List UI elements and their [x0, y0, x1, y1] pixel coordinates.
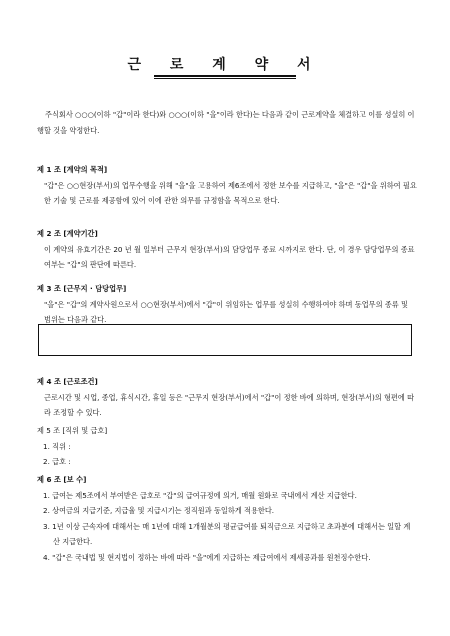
list-item: 1. 급여는 제5조에서 부여받은 급호로 "갑"의 급여규정에 의거, 매월 원화로 국내에서 계산 지급한다.	[43, 490, 357, 500]
article-5	[37, 423, 417, 470]
article-1	[37, 162, 417, 209]
article-heading: 제 2 조 [계약기간]	[37, 229, 98, 238]
article-body: 근로시간 및 시업, 종업, 휴식시간, 휴일 등은 "근무지 현장(부서)에서 "갑"이 정한 바에 의하며, 현장(부서)의 형편에 따라 조정할 수 있다.	[44, 392, 415, 417]
article-2	[37, 226, 417, 273]
document-title: 근 로 계 약 서	[127, 57, 323, 73]
list-item: 1. 직위 :	[43, 441, 71, 451]
title-underline	[154, 75, 296, 77]
duties-box	[38, 324, 412, 356]
article-body: 이 계약의 유효기간은 20 년 월 일부터 근무지 현장(부서)의 담당업무 종료 시까지로 한다. 단, 이 경우 담당업무의 종료여부는 "갑"의 판단에 따른다.	[44, 244, 415, 269]
article-heading: 제 3 조 [근무지 · 담당업무]	[37, 284, 127, 293]
list-item: 4. "갑"은 국내법 및 현지법이 정하는 바에 따라 "을"에게 지급하는 제급여에서 제세공과를 원천징수한다.	[43, 552, 371, 562]
article-body: "갑"은 ○○현장(부서)의 업무수행을 위해 "을"을 고용하여 제6조에서 정한 보수를 지급하고, "을"은 "갑"을 위하여 필요한 기술 및 근로를 제공함에 있어 이에 관한 의무를 규정함을 목적으로 한다.	[44, 180, 417, 205]
list-item: 3. 1년 이상 근속자에 대해서는 매 1년에 대해 1개월분의 평균급여를 퇴직금으로 지급하고 초과분에 대해서는 일할 계산 지급한다.	[43, 521, 411, 546]
title-underline-thin	[154, 78, 296, 79]
intro-paragraph: 주식회사 ○○○(이하 "갑"이라 한다)와 ○○○(이하 "을"이라 한다)는 다음과 같이 근로계약을 체결하고 이를 성실히 이행할 것을 약정한다.	[37, 110, 415, 135]
article-6	[37, 472, 417, 565]
article-heading: 제 5 조 [직위 및 급호]	[37, 426, 108, 435]
article-heading: 제 1 조 [계약의 목적]	[37, 165, 108, 174]
article-3	[37, 281, 417, 328]
list-item: 2. 상여금의 지급기준, 지급율 및 지급시기는 정직원과 동일하게 적용한다.	[43, 506, 275, 515]
article-body: "을"은 "갑"의 계약사원으로서 ○○현장(부서)에서 "갑"이 위임하는 업무를 성실히 수행하여야 하며 동업무의 종류 및 범위는 다음과 같다.	[44, 299, 408, 324]
article-heading: 제 4 조 [근로조건]	[37, 377, 98, 386]
article-4	[37, 374, 417, 421]
list-item: 2. 급호 :	[43, 457, 71, 466]
article-heading: 제 6 조 [보 수]	[37, 475, 87, 484]
